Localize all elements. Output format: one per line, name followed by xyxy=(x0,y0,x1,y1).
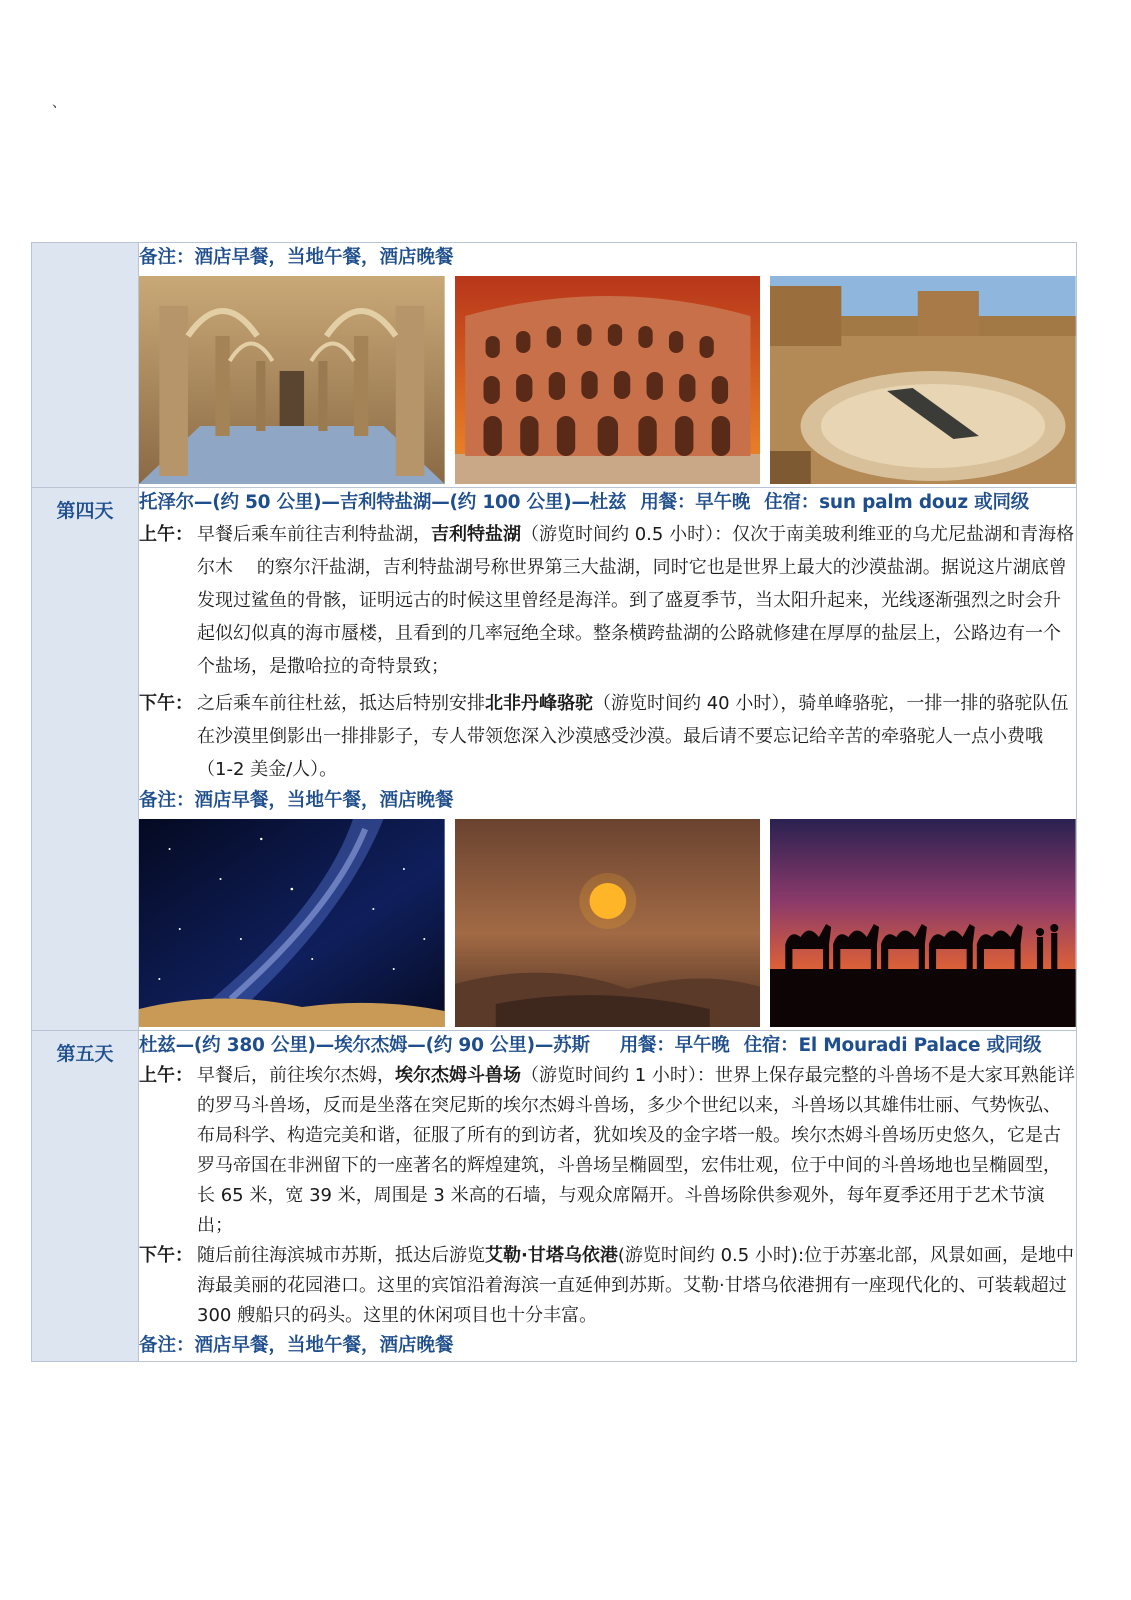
afternoon-text-post: （游览时间约 40 小时），骑单峰骆驼，一排一排的骆驼队伍在沙漠里倒影出一排排影子，专人带领您深入沙漠感受沙漠。最后请不要忘记给辛苦的牵骆驼人一点小费哦（1-2 美金/人）。 xyxy=(197,693,1069,780)
hotel-text: 住宿：El Mouradi Palace 或同级 xyxy=(743,1035,1042,1056)
morning-text-post: （游览时间约 0.5 小时）：仅次于南美玻利维亚的乌尤尼盐湖和青海格尔木 的察尔汗盐湖，吉利特盐湖号称世界第三大盐湖，同时它也是世界上最大的沙漠盐湖。据说这片湖底曾发现过鲨鱼的骨骸，证明远古的时候这里曾经是海洋。到了盛夏季节，当太阳升起来，光线逐渐强烈之时会升起似幻似真的海市蜃楼，且看到的几率冠绝全球。整条横跨盐湖的公路就修建在厚厚的盐层上，公路边有一个个盐场，是撒哈拉的奇特景致； xyxy=(197,524,1075,677)
camel-caravan-photo xyxy=(770,819,1076,1027)
day-content xyxy=(139,488,1077,1031)
itinerary-row-day5 xyxy=(32,1031,1077,1362)
day-label xyxy=(32,243,138,251)
itinerary-row-day4 xyxy=(32,488,1077,1031)
morning-paragraph xyxy=(139,518,1076,683)
afternoon-label: 下午： xyxy=(139,1245,193,1266)
itinerary-row-day3-tail xyxy=(32,243,1077,488)
stray-mark: 、 xyxy=(52,95,66,111)
afternoon-paragraph xyxy=(139,1241,1076,1331)
hotel-text: 住宿：sun palm douz 或同级 xyxy=(764,492,1030,513)
morning-paragraph xyxy=(139,1061,1076,1241)
afternoon-text-pre: 随后前往海滨城市苏斯，抵达后游览 xyxy=(197,1245,485,1266)
meal-note: 备注：酒店早餐，当地午餐，酒店晚餐 xyxy=(139,790,454,811)
meal-note: 备注：酒店早餐，当地午餐，酒店晚餐 xyxy=(139,247,454,268)
morning-text-post: （游览时间约 1 小时）：世界上保存最完整的斗兽场不是大家耳熟能详的罗马斗兽场，反而是坐落在突尼斯的埃尔杰姆斗兽场，多少个世纪以来，斗兽场以其雄伟壮丽、气势恢弘、布局科学、构造完美和谐，征服了所有的到访者，犹如埃及的金字塔一般。埃尔杰姆斗兽场历史悠久，它是古罗马帝国在非洲留下的一座著名的辉煌建筑，斗兽场呈椭圆型，宏伟壮观，位于中间的斗兽场地也呈椭圆型，长 65 米，宽 39 米，周围是 3 米高的石墙，与观众席隔开。斗兽场除供参观外，每年夏季还用于艺术节演出； xyxy=(197,1065,1075,1236)
morning-label: 上午： xyxy=(139,524,193,545)
day-label: 第四天 xyxy=(56,500,114,522)
meals-text: 用餐：早午晚 xyxy=(619,1035,730,1056)
afternoon-paragraph xyxy=(139,687,1076,786)
day-content xyxy=(139,243,1077,488)
morning-text-pre: 早餐后乘车前往吉利特盐湖， xyxy=(197,524,431,545)
milky-way-desert-photo xyxy=(139,819,445,1027)
itinerary-table xyxy=(31,242,1077,1362)
photo-row-2 xyxy=(139,819,1076,1027)
afternoon-highlight: 北非丹峰骆驼 xyxy=(485,693,593,714)
route-text: 杜兹—(约 380 公里)—埃尔杰姆—(约 90 公里)—苏斯 xyxy=(139,1035,590,1056)
afternoon-text-post: (游览时间约 0.5 小时):位于苏塞北部，风景如画，是地中海最美丽的花园港口。这里的宾馆沿着海滨一直延伸到苏斯。艾勒·甘塔乌依港拥有一座现代化的、可装载超过 300 艘船只的码头。这里的休闲项目也十分丰富。 xyxy=(197,1245,1075,1326)
route-text: 托泽尔—(约 50 公里)—吉利特盐湖—(约 100 公里)—杜兹 xyxy=(139,492,627,513)
morning-label: 上午： xyxy=(139,1065,193,1086)
meal-note: 备注：酒店早餐，当地午餐，酒店晚餐 xyxy=(139,1335,454,1356)
day-heading xyxy=(139,1031,1076,1061)
meals-text: 用餐：早午晚 xyxy=(640,492,751,513)
day-label: 第五天 xyxy=(56,1043,114,1065)
afternoon-text-pre: 之后乘车前往杜兹，抵达后特别安排 xyxy=(197,693,485,714)
morning-highlight: 吉利特盐湖 xyxy=(431,524,521,545)
afternoon-highlight: 艾勒·甘塔乌依港 xyxy=(485,1245,618,1266)
mosque-arcade-photo xyxy=(139,276,445,484)
day-label-cell xyxy=(32,488,139,1031)
amphitheater-arena-photo xyxy=(770,276,1076,484)
afternoon-label: 下午： xyxy=(139,693,193,714)
day-heading xyxy=(139,488,1076,518)
day-content xyxy=(139,1031,1077,1362)
desert-sunset-photo xyxy=(455,819,761,1027)
day-label-cell xyxy=(32,243,139,488)
colosseum-sunset-photo xyxy=(455,276,761,484)
morning-highlight: 埃尔杰姆斗兽场 xyxy=(395,1065,521,1086)
photo-row-1 xyxy=(139,276,1076,484)
morning-text-pre: 早餐后，前往埃尔杰姆， xyxy=(197,1065,395,1086)
day-label-cell xyxy=(32,1031,139,1362)
